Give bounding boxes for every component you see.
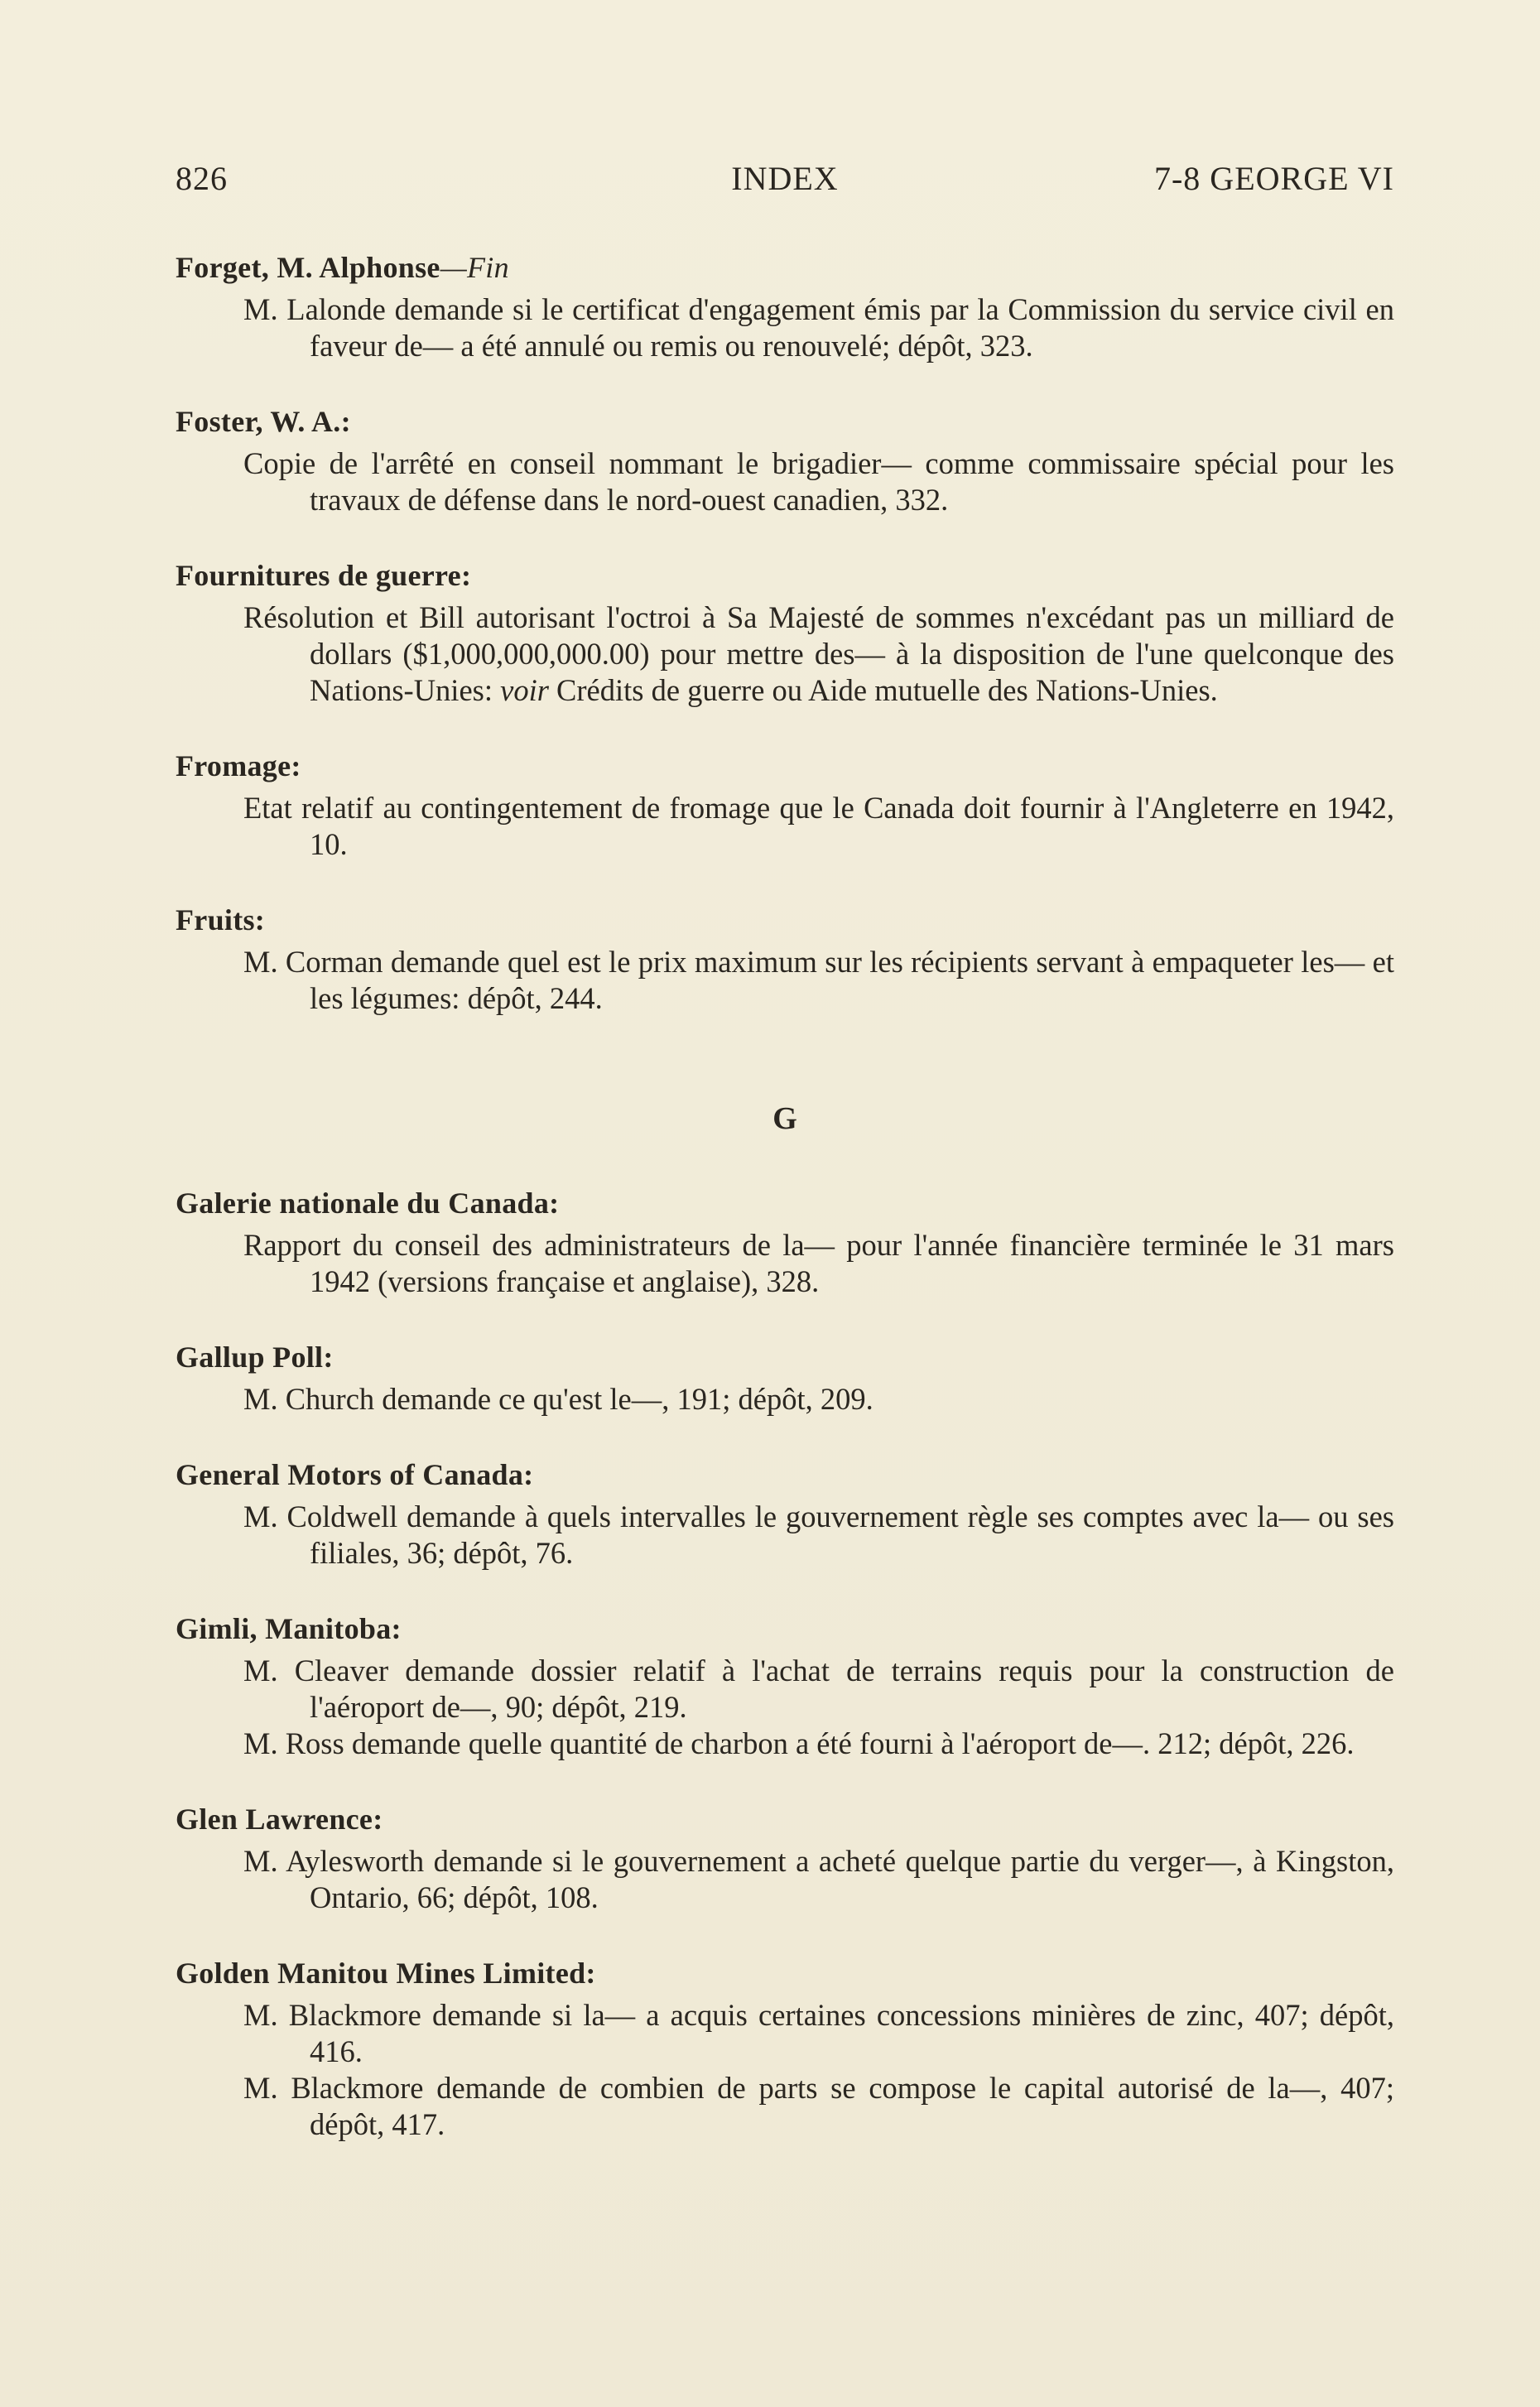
entry-subentry: Etat relatif au contingentement de fromage que le Canada doit fournir à l'Angleterre en 1942, 10. — [243, 791, 1394, 861]
index-entry — [176, 901, 1394, 1017]
page-title: INDEX — [731, 160, 839, 197]
entry-heading: General Motors of Canada: — [176, 1458, 534, 1491]
section-letter: G — [772, 1101, 797, 1136]
page-number: 826 — [176, 160, 228, 197]
entry-heading: Gimli, Manitoba: — [176, 1612, 402, 1645]
entry-subentry: Résolution et Bill autorisant l'octroi à Sa Majesté de sommes n'excédant pas un milliard de dollars ($1,000,000,000.00) pour mettre des— à la disposition de l'une quelconque des Nations-Unies: voir Crédits de guerre ou Aide mutuelle des Nations-Unies. — [243, 600, 1394, 707]
entry-subentry: M. Corman demande quel est le prix maximum sur les récipients servant à empaqueter les— et les légumes: dépôt, 244. — [243, 945, 1394, 1015]
entry-subentry: M. Ross demande quelle quantité de charbon a été fourni à l'aéroport de—. 212; dépôt, 226. — [243, 1726, 1355, 1760]
entry-heading: Golden Manitou Mines Limited: — [176, 1957, 596, 1990]
entry-heading: Gallup Poll: — [176, 1341, 334, 1374]
entry-subentry: M. Cleaver demande dossier relatif à l'achat de terrains requis pour la construction de l'aéroport de—, 90; dépôt, 219. — [243, 1654, 1394, 1724]
index-entry — [176, 556, 1394, 709]
index-body — [176, 248, 1394, 2143]
entry-heading: Glen Lawrence: — [176, 1803, 383, 1836]
entry-subentry: M. Blackmore demande si la— a acquis certaines concessions minières de zinc, 407; dépôt, 416. — [243, 1998, 1394, 2068]
heading-suffix: —Fin — [440, 251, 509, 284]
index-entry — [176, 402, 1394, 518]
index-entry — [176, 1338, 1394, 1418]
entry-subentry: M. Coldwell demande à quels intervalles le gouvernement règle ses comptes avec la— ou ses filiales, 36; dépôt, 76. — [243, 1500, 1394, 1570]
index-entry — [176, 1954, 1394, 2143]
entry-subentry: M. Aylesworth demande si le gouvernement a acheté quelque partie du verger—, à Kingston, Ontario, 66; dépôt, 108. — [243, 1844, 1394, 1914]
entry-subentry: M. Lalonde demande si le certificat d'engagement émis par la Commission du service civil en faveur de— a été annulé ou remis ou renouvelé; dépôt, 323. — [243, 292, 1394, 363]
entry-heading: Fournitures de guerre: — [176, 559, 472, 592]
index-entry — [176, 1456, 1394, 1572]
entry-heading: Forget, M. Alphonse—Fin — [176, 251, 509, 284]
entry-heading: Galerie nationale du Canada: — [176, 1187, 560, 1220]
entry-heading: Fromage: — [176, 749, 301, 782]
index-entry — [176, 747, 1394, 863]
entry-heading: Fruits: — [176, 903, 266, 936]
reign-label: 7-8 GEORGE VI — [1153, 160, 1394, 197]
entry-subentry: M. Church demande ce qu'est le—, 191; dépôt, 209. — [243, 1382, 873, 1416]
entry-subentry: Copie de l'arrêté en conseil nommant le brigadier— comme commissaire spécial pour les travaux de défense dans le nord-ouest canadien, 332. — [243, 446, 1394, 517]
index-entry — [176, 1184, 1394, 1300]
entry-subentry: Rapport du conseil des administrateurs de la— pour l'année financière terminée le 31 mars 1942 (versions française et anglaise), 328. — [243, 1228, 1394, 1298]
entry-heading: Foster, W. A.: — [176, 405, 351, 438]
index-entry — [176, 1610, 1394, 1762]
index-entry — [176, 248, 1394, 364]
entry-subentry: M. Blackmore demande de combien de parts se compose le capital autorisé de la—, 407; dépôt, 417. — [243, 2071, 1394, 2141]
index-entry — [176, 1800, 1394, 1916]
running-head — [176, 157, 1394, 200]
